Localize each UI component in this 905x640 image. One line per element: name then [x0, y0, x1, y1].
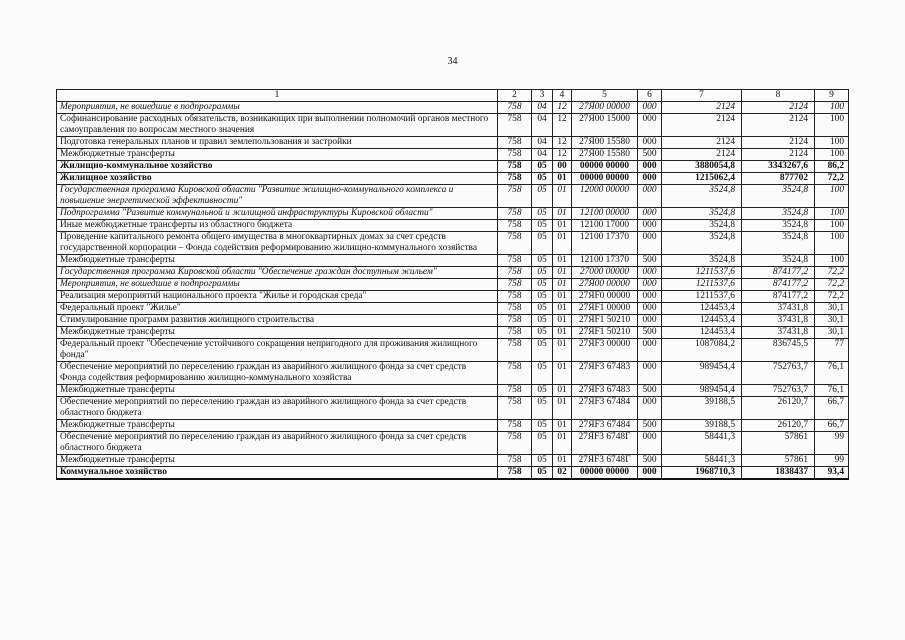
code-admin-cell: 758 — [498, 432, 532, 455]
row-name-cell: Жилищное хозяйство — [57, 173, 498, 185]
percent-cell: 72,2 — [815, 173, 849, 185]
target-item-cell: 00000 00000 — [572, 467, 638, 480]
section-cell: 04 — [532, 149, 553, 161]
table-body — [57, 90, 849, 480]
header-cell: 4 — [553, 90, 572, 102]
expense-type-cell: 000 — [638, 137, 662, 149]
table-row — [57, 267, 849, 279]
code-admin-cell: 758 — [498, 455, 532, 467]
code-admin-cell: 758 — [498, 161, 532, 173]
code-admin-cell: 758 — [498, 467, 532, 480]
target-item-cell: 27Я00 00000 — [572, 102, 638, 114]
percent-cell: 76,1 — [815, 385, 849, 397]
page-number: 34 — [447, 56, 458, 67]
header-cell: 5 — [572, 90, 638, 102]
expense-type-cell: 000 — [638, 397, 662, 420]
planned-amount-cell: 3880054,8 — [662, 161, 742, 173]
target-item-cell: 27ЯF3 6748Г — [572, 432, 638, 455]
section-cell: 05 — [532, 267, 553, 279]
percent-cell: 72,2 — [815, 267, 849, 279]
row-name-cell: Межбюджетные трансферты — [57, 255, 498, 267]
code-admin-cell: 758 — [498, 327, 532, 339]
row-name-cell: Проведение капитального ремонта общего имущества в многоквартирных домах за счет средств государственной корпорации – Фонда содействия реформированию жилищно-коммунального хозяйства — [57, 232, 498, 255]
row-name-cell: Межбюджетные трансферты — [57, 149, 498, 161]
expense-type-cell: 000 — [638, 467, 662, 480]
row-name-cell: Реализация мероприятий национального проекта "Жилье и городская среда" — [57, 291, 498, 303]
target-item-cell: 12100 00000 — [572, 208, 638, 220]
planned-amount-cell: 2124 — [662, 102, 742, 114]
actual-amount-cell: 874177,2 — [742, 279, 815, 291]
percent-cell: 100 — [815, 137, 849, 149]
actual-amount-cell: 57861 — [742, 455, 815, 467]
row-name-cell: Обеспечение мероприятий по переселению граждан из аварийного жилищного фонда за счет средств областного бюджета — [57, 397, 498, 420]
planned-amount-cell: 39188,5 — [662, 420, 742, 432]
actual-amount-cell: 3524,8 — [742, 220, 815, 232]
percent-cell: 66,7 — [815, 420, 849, 432]
section-cell: 05 — [532, 279, 553, 291]
actual-amount-cell: 2124 — [742, 149, 815, 161]
table-row — [57, 161, 849, 173]
expense-type-cell: 000 — [638, 303, 662, 315]
row-name-cell: Межбюджетные трансферты — [57, 420, 498, 432]
expense-type-cell: 000 — [638, 279, 662, 291]
table-row — [57, 220, 849, 232]
percent-cell: 100 — [815, 114, 849, 137]
actual-amount-cell: 3343267,6 — [742, 161, 815, 173]
subsection-cell: 01 — [553, 291, 572, 303]
row-name-cell: Межбюджетные трансферты — [57, 455, 498, 467]
table-row — [57, 173, 849, 185]
subsection-cell: 01 — [553, 432, 572, 455]
subsection-cell: 12 — [553, 137, 572, 149]
section-cell: 05 — [532, 220, 553, 232]
table-row — [57, 315, 849, 327]
target-item-cell: 27ЯF1 00000 — [572, 303, 638, 315]
subsection-cell: 01 — [553, 362, 572, 385]
code-admin-cell: 758 — [498, 385, 532, 397]
code-admin-cell: 758 — [498, 255, 532, 267]
code-admin-cell: 758 — [498, 279, 532, 291]
section-cell: 05 — [532, 315, 553, 327]
code-admin-cell: 758 — [498, 267, 532, 279]
planned-amount-cell: 1215062,4 — [662, 173, 742, 185]
percent-cell: 100 — [815, 232, 849, 255]
section-cell: 05 — [532, 467, 553, 480]
table-row — [57, 149, 849, 161]
actual-amount-cell: 752763,7 — [742, 362, 815, 385]
actual-amount-cell: 57861 — [742, 432, 815, 455]
planned-amount-cell: 58441,3 — [662, 432, 742, 455]
percent-cell: 99 — [815, 432, 849, 455]
row-name-cell: Государственная программа Кировской области "Обеспечение граждан доступным жильем" — [57, 267, 498, 279]
table-row — [57, 339, 849, 362]
planned-amount-cell: 3524,8 — [662, 232, 742, 255]
subsection-cell: 12 — [553, 102, 572, 114]
actual-amount-cell: 37431,8 — [742, 327, 815, 339]
row-name-cell: Подготовка генеральных планов и правил землепользования и застройки — [57, 137, 498, 149]
planned-amount-cell: 3524,8 — [662, 255, 742, 267]
subsection-cell: 01 — [553, 208, 572, 220]
subsection-cell: 00 — [553, 161, 572, 173]
code-admin-cell: 758 — [498, 208, 532, 220]
code-admin-cell: 758 — [498, 303, 532, 315]
percent-cell: 86,2 — [815, 161, 849, 173]
table-row — [57, 467, 849, 480]
section-cell: 05 — [532, 397, 553, 420]
code-admin-cell: 758 — [498, 315, 532, 327]
table-row — [57, 455, 849, 467]
header-cell: 1 — [57, 90, 498, 102]
row-name-cell: Обеспечение мероприятий по переселению граждан из аварийного жилищного фонда за счет средств Фонда содействия реформированию жилищно-коммунального хозяйства — [57, 362, 498, 385]
actual-amount-cell: 3524,8 — [742, 208, 815, 220]
percent-cell: 66,7 — [815, 397, 849, 420]
planned-amount-cell: 1211537,6 — [662, 279, 742, 291]
code-admin-cell: 758 — [498, 114, 532, 137]
section-cell: 05 — [532, 303, 553, 315]
table-row — [57, 185, 849, 208]
section-cell: 05 — [532, 185, 553, 208]
expense-type-cell: 000 — [638, 220, 662, 232]
header-row — [57, 90, 849, 102]
target-item-cell: 12100 17370 — [572, 255, 638, 267]
planned-amount-cell: 3524,8 — [662, 220, 742, 232]
code-admin-cell: 758 — [498, 420, 532, 432]
table-row — [57, 232, 849, 255]
subsection-cell: 01 — [553, 220, 572, 232]
actual-amount-cell: 752763,7 — [742, 385, 815, 397]
percent-cell: 100 — [815, 208, 849, 220]
table-row — [57, 397, 849, 420]
subsection-cell: 01 — [553, 232, 572, 255]
row-name-cell: Софинансирование расходных обязательств, возникающих при выполнении полномочий органов местного самоуправления по вопросам местного значения — [57, 114, 498, 137]
table-row — [57, 255, 849, 267]
section-cell: 05 — [532, 291, 553, 303]
code-admin-cell: 758 — [498, 185, 532, 208]
row-name-cell: Федеральный проект "Жилье" — [57, 303, 498, 315]
actual-amount-cell: 874177,2 — [742, 267, 815, 279]
row-name-cell: Коммунальное хозяйство — [57, 467, 498, 480]
section-cell: 05 — [532, 173, 553, 185]
actual-amount-cell: 26120,7 — [742, 420, 815, 432]
target-item-cell: 00000 00000 — [572, 173, 638, 185]
code-admin-cell: 758 — [498, 220, 532, 232]
subsection-cell: 12 — [553, 149, 572, 161]
header-cell: 8 — [742, 90, 815, 102]
section-cell: 05 — [532, 255, 553, 267]
subsection-cell: 02 — [553, 467, 572, 480]
section-cell: 05 — [532, 339, 553, 362]
code-admin-cell: 758 — [498, 102, 532, 114]
target-item-cell: 27Я00 00000 — [572, 279, 638, 291]
section-cell: 05 — [532, 420, 553, 432]
planned-amount-cell: 124453,4 — [662, 315, 742, 327]
planned-amount-cell: 2124 — [662, 137, 742, 149]
expense-type-cell: 000 — [638, 291, 662, 303]
target-item-cell: 12100 17000 — [572, 220, 638, 232]
expense-type-cell: 000 — [638, 185, 662, 208]
target-item-cell: 00000 00000 — [572, 161, 638, 173]
planned-amount-cell: 1211537,6 — [662, 267, 742, 279]
header-cell: 7 — [662, 90, 742, 102]
row-name-cell: Иные межбюджетные трансферты из областного бюджета — [57, 220, 498, 232]
target-item-cell: 27ЯF3 67483 — [572, 362, 638, 385]
header-cell: 9 — [815, 90, 849, 102]
target-item-cell: 27ЯF0 00000 — [572, 291, 638, 303]
section-cell: 05 — [532, 455, 553, 467]
planned-amount-cell: 1211537,6 — [662, 291, 742, 303]
expense-type-cell: 000 — [638, 339, 662, 362]
target-item-cell: 27ЯF3 67483 — [572, 385, 638, 397]
target-item-cell: 27Я00 15580 — [572, 137, 638, 149]
table-row — [57, 114, 849, 137]
expense-type-cell: 500 — [638, 327, 662, 339]
percent-cell: 77 — [815, 339, 849, 362]
row-name-cell: Стимулирование программ развития жилищного строительства — [57, 315, 498, 327]
table-row — [57, 420, 849, 432]
section-cell: 05 — [532, 208, 553, 220]
table-row — [57, 279, 849, 291]
row-name-cell: Федеральный проект "Обеспечение устойчивого сокращения непригодного для проживания жилищного фонда" — [57, 339, 498, 362]
header-cell: 6 — [638, 90, 662, 102]
subsection-cell: 01 — [553, 455, 572, 467]
target-item-cell: 27Я00 15580 — [572, 149, 638, 161]
planned-amount-cell: 1087084,2 — [662, 339, 742, 362]
percent-cell: 100 — [815, 149, 849, 161]
row-name-cell: Мероприятия, не вошедшие в подпрограммы — [57, 279, 498, 291]
subsection-cell: 01 — [553, 279, 572, 291]
subsection-cell: 01 — [553, 327, 572, 339]
target-item-cell: 27ЯF3 67484 — [572, 420, 638, 432]
code-admin-cell: 758 — [498, 149, 532, 161]
actual-amount-cell: 1838437 — [742, 467, 815, 480]
header-cell: 3 — [532, 90, 553, 102]
target-item-cell: 12000 00000 — [572, 185, 638, 208]
subsection-cell: 01 — [553, 420, 572, 432]
expense-type-cell: 500 — [638, 420, 662, 432]
percent-cell: 72,2 — [815, 291, 849, 303]
percent-cell: 100 — [815, 220, 849, 232]
percent-cell: 99 — [815, 455, 849, 467]
percent-cell: 72,2 — [815, 279, 849, 291]
expense-type-cell: 500 — [638, 455, 662, 467]
code-admin-cell: 758 — [498, 339, 532, 362]
target-item-cell: 27ЯF1 50210 — [572, 327, 638, 339]
actual-amount-cell: 3524,8 — [742, 255, 815, 267]
target-item-cell: 27Я00 15000 — [572, 114, 638, 137]
expense-type-cell: 500 — [638, 149, 662, 161]
planned-amount-cell: 3524,8 — [662, 208, 742, 220]
table-row — [57, 385, 849, 397]
expense-type-cell: 000 — [638, 362, 662, 385]
expense-type-cell: 000 — [638, 267, 662, 279]
row-name-cell: Обеспечение мероприятий по переселению граждан из аварийного жилищного фонда за счет средств областного бюджета — [57, 432, 498, 455]
actual-amount-cell: 877702 — [742, 173, 815, 185]
target-item-cell: 27ЯF3 6748Г — [572, 455, 638, 467]
section-cell: 05 — [532, 327, 553, 339]
table-row — [57, 137, 849, 149]
target-item-cell: 12100 17370 — [572, 232, 638, 255]
section-cell: 05 — [532, 432, 553, 455]
planned-amount-cell: 124453,4 — [662, 327, 742, 339]
actual-amount-cell: 2124 — [742, 102, 815, 114]
section-cell: 05 — [532, 385, 553, 397]
planned-amount-cell: 2124 — [662, 114, 742, 137]
budget-table — [56, 89, 849, 480]
actual-amount-cell: 37431,8 — [742, 315, 815, 327]
expense-type-cell: 000 — [638, 161, 662, 173]
header-cell: 2 — [498, 90, 532, 102]
subsection-cell: 01 — [553, 385, 572, 397]
expense-type-cell: 000 — [638, 315, 662, 327]
section-cell: 04 — [532, 137, 553, 149]
subsection-cell: 01 — [553, 315, 572, 327]
actual-amount-cell: 2124 — [742, 137, 815, 149]
planned-amount-cell: 3524,8 — [662, 185, 742, 208]
subsection-cell: 01 — [553, 303, 572, 315]
target-item-cell: 27ЯF3 00000 — [572, 339, 638, 362]
subsection-cell: 01 — [553, 397, 572, 420]
expense-type-cell: 000 — [638, 432, 662, 455]
section-cell: 04 — [532, 102, 553, 114]
table-row — [57, 362, 849, 385]
percent-cell: 76,1 — [815, 362, 849, 385]
row-name-cell: Государственная программа Кировской области "Развитие жилищно-коммунального комплекса и повышение энергетической эффективности" — [57, 185, 498, 208]
planned-amount-cell: 989454,4 — [662, 385, 742, 397]
actual-amount-cell: 2124 — [742, 114, 815, 137]
planned-amount-cell: 39188,5 — [662, 397, 742, 420]
actual-amount-cell: 3524,8 — [742, 232, 815, 255]
planned-amount-cell: 989454,4 — [662, 362, 742, 385]
code-admin-cell: 758 — [498, 362, 532, 385]
code-admin-cell: 758 — [498, 232, 532, 255]
target-item-cell: 27ЯF3 67484 — [572, 397, 638, 420]
table-row — [57, 432, 849, 455]
planned-amount-cell: 2124 — [662, 149, 742, 161]
subsection-cell: 01 — [553, 339, 572, 362]
expense-type-cell: 000 — [638, 114, 662, 137]
row-name-cell: Мероприятия, не вошедшие в подпрограммы — [57, 102, 498, 114]
percent-cell: 100 — [815, 102, 849, 114]
table-row — [57, 327, 849, 339]
percent-cell: 100 — [815, 255, 849, 267]
row-name-cell: Межбюджетные трансферты — [57, 385, 498, 397]
expense-type-cell: 500 — [638, 385, 662, 397]
expense-type-cell: 000 — [638, 102, 662, 114]
table-row — [57, 291, 849, 303]
code-admin-cell: 758 — [498, 291, 532, 303]
subsection-cell: 01 — [553, 255, 572, 267]
percent-cell: 93,4 — [815, 467, 849, 480]
subsection-cell: 01 — [553, 173, 572, 185]
section-cell: 05 — [532, 161, 553, 173]
row-name-cell: Межбюджетные трансферты — [57, 327, 498, 339]
expense-type-cell: 000 — [638, 208, 662, 220]
planned-amount-cell: 58441,3 — [662, 455, 742, 467]
code-admin-cell: 758 — [498, 173, 532, 185]
percent-cell: 30,1 — [815, 327, 849, 339]
actual-amount-cell: 836745,5 — [742, 339, 815, 362]
code-admin-cell: 758 — [498, 397, 532, 420]
target-item-cell: 27ЯF1 50210 — [572, 315, 638, 327]
table-row — [57, 303, 849, 315]
actual-amount-cell: 37431,8 — [742, 303, 815, 315]
percent-cell: 100 — [815, 185, 849, 208]
code-admin-cell: 758 — [498, 137, 532, 149]
actual-amount-cell: 3524,8 — [742, 185, 815, 208]
subsection-cell: 12 — [553, 114, 572, 137]
actual-amount-cell: 26120,7 — [742, 397, 815, 420]
section-cell: 04 — [532, 114, 553, 137]
subsection-cell: 01 — [553, 267, 572, 279]
expense-type-cell: 500 — [638, 255, 662, 267]
subsection-cell: 01 — [553, 185, 572, 208]
planned-amount-cell: 124453,4 — [662, 303, 742, 315]
percent-cell: 30,1 — [815, 315, 849, 327]
percent-cell: 30,1 — [815, 303, 849, 315]
planned-amount-cell: 1968710,3 — [662, 467, 742, 480]
expense-type-cell: 000 — [638, 232, 662, 255]
target-item-cell: 27000 00000 — [572, 267, 638, 279]
expense-type-cell: 000 — [638, 173, 662, 185]
section-cell: 05 — [532, 232, 553, 255]
table-row — [57, 102, 849, 114]
section-cell: 05 — [532, 362, 553, 385]
actual-amount-cell: 874177,2 — [742, 291, 815, 303]
table-row — [57, 208, 849, 220]
row-name-cell: Подпрограмма "Развитие коммунальной и жилищной инфраструктуры Кировской области" — [57, 208, 498, 220]
row-name-cell: Жилищно-коммунальное хозяйство — [57, 161, 498, 173]
